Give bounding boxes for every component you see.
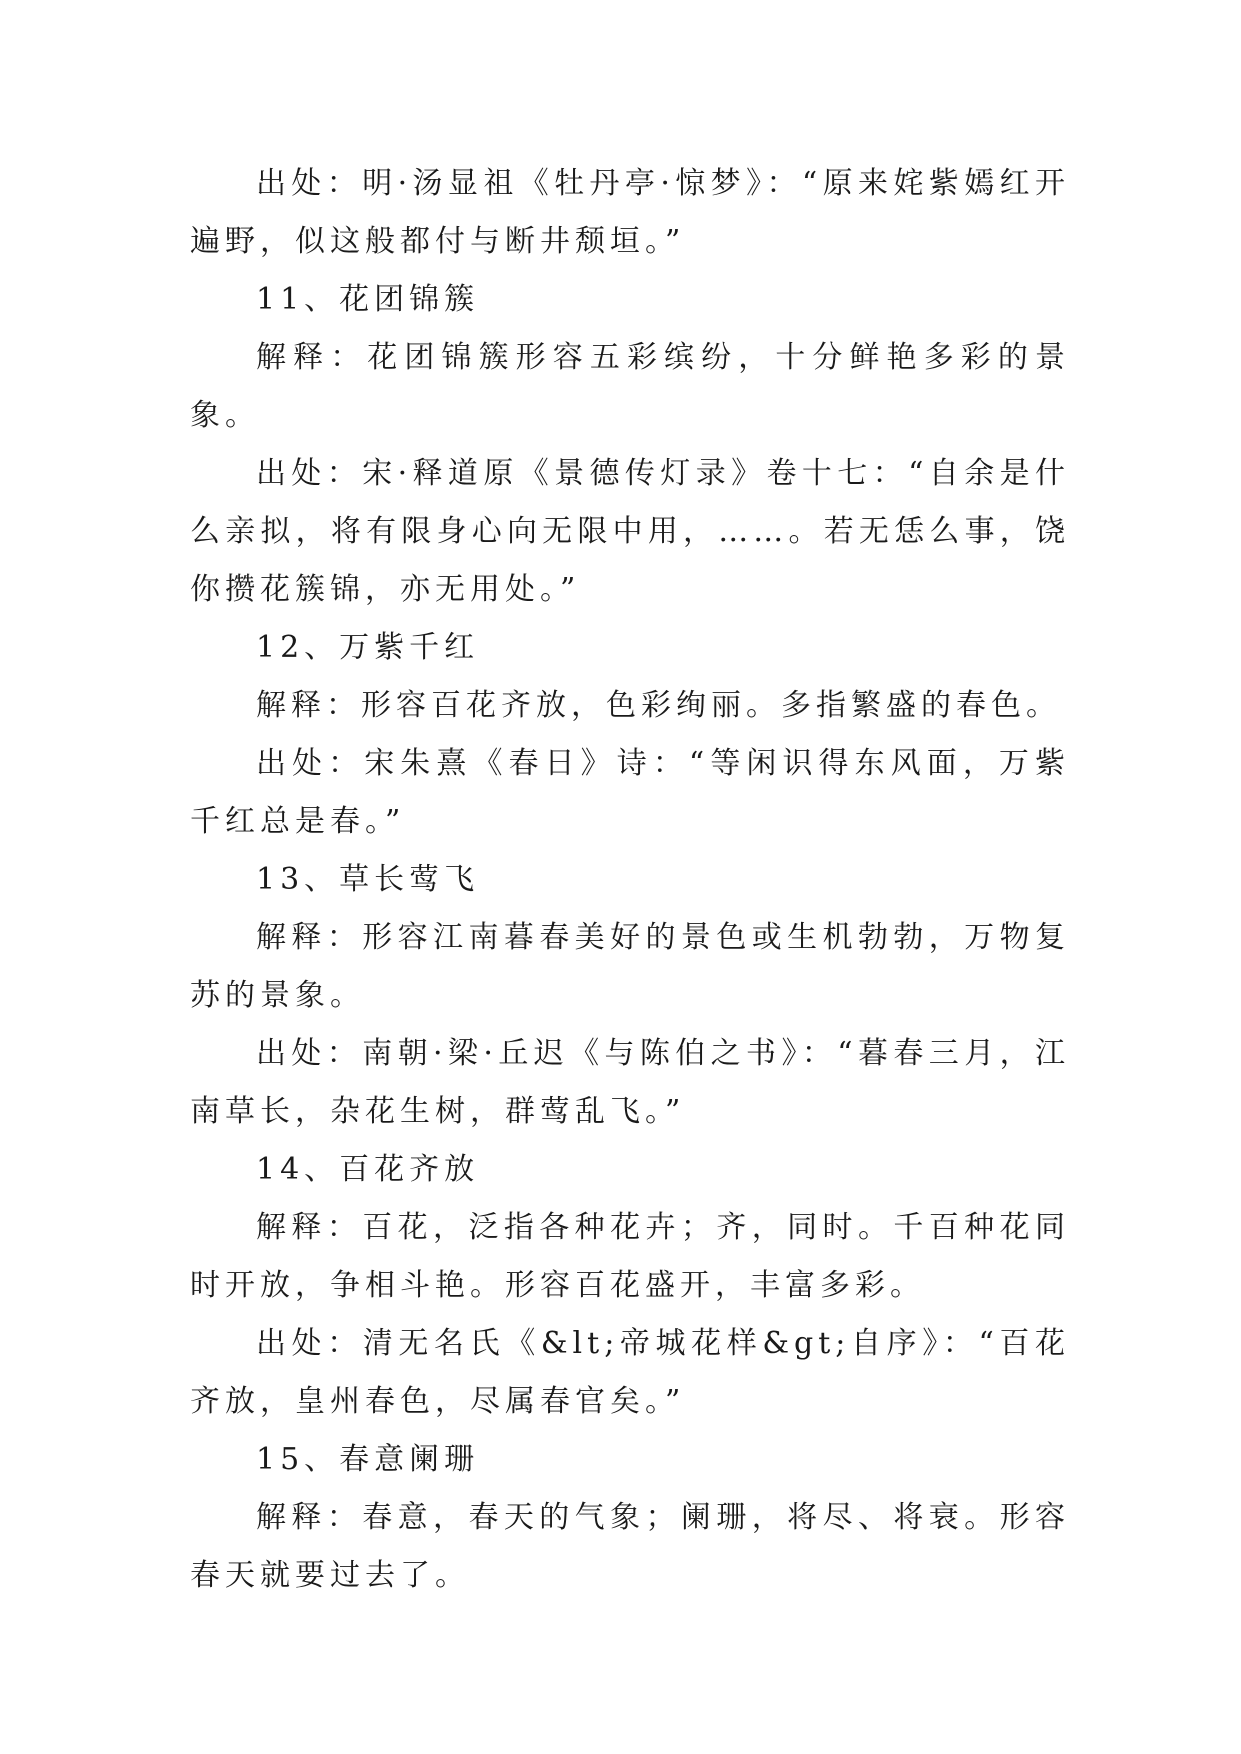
idiom-heading: 14、百花齐放: [256, 1152, 480, 1187]
explanation-paragraph: 解释：形容江南暮春美好的景色或生机勃勃，万物复苏的景象。: [190, 920, 1070, 1013]
document-body: [190, 155, 1070, 1605]
explanation-paragraph: 解释：百花，泛指各种花卉；齐，同时。千百种花同时开放，争相斗艳。形容百花盛开，丰富多彩。: [190, 1210, 1070, 1303]
source-paragraph: 出处：清无名氏《&lt;帝城花样&gt;自序》：“百花齐放，皇州春色，尽属春官矣。”: [190, 1326, 1070, 1419]
source-paragraph: 出处：宋朱熹《春日》诗：“等闲识得东风面，万紫千红总是春。”: [190, 746, 1070, 839]
source-paragraph: 出处：明·汤显祖《牡丹亭·惊梦》：“原来姹紫嫣红开遍野，似这般都付与断井颓垣。”: [190, 166, 1070, 259]
idiom-heading: 11、花团锦簇: [256, 282, 480, 317]
idiom-heading: 13、草长莺飞: [256, 862, 480, 897]
idiom-heading: 15、春意阑珊: [256, 1442, 480, 1477]
explanation-paragraph: 解释：形容百花齐放，色彩绚丽。多指繁盛的春色。: [256, 688, 1061, 723]
explanation-paragraph: 解释：花团锦簇形容五彩缤纷，十分鲜艳多彩的景象。: [190, 340, 1070, 433]
source-paragraph: 出处：南朝·梁·丘迟《与陈伯之书》：“暮春三月，江南草长，杂花生树，群莺乱飞。”: [190, 1036, 1070, 1129]
source-paragraph: 出处：宋·释道原《景德传灯录》卷十七：“自余是什么亲拟，将有限身心向无限中用，……。若无恁么事，饶你攒花簇锦，亦无用处。”: [190, 456, 1070, 607]
idiom-heading: 12、万紫千红: [256, 630, 480, 665]
explanation-paragraph: 解释：春意，春天的气象；阑珊，将尽、将衰。形容春天就要过去了。: [190, 1500, 1070, 1593]
